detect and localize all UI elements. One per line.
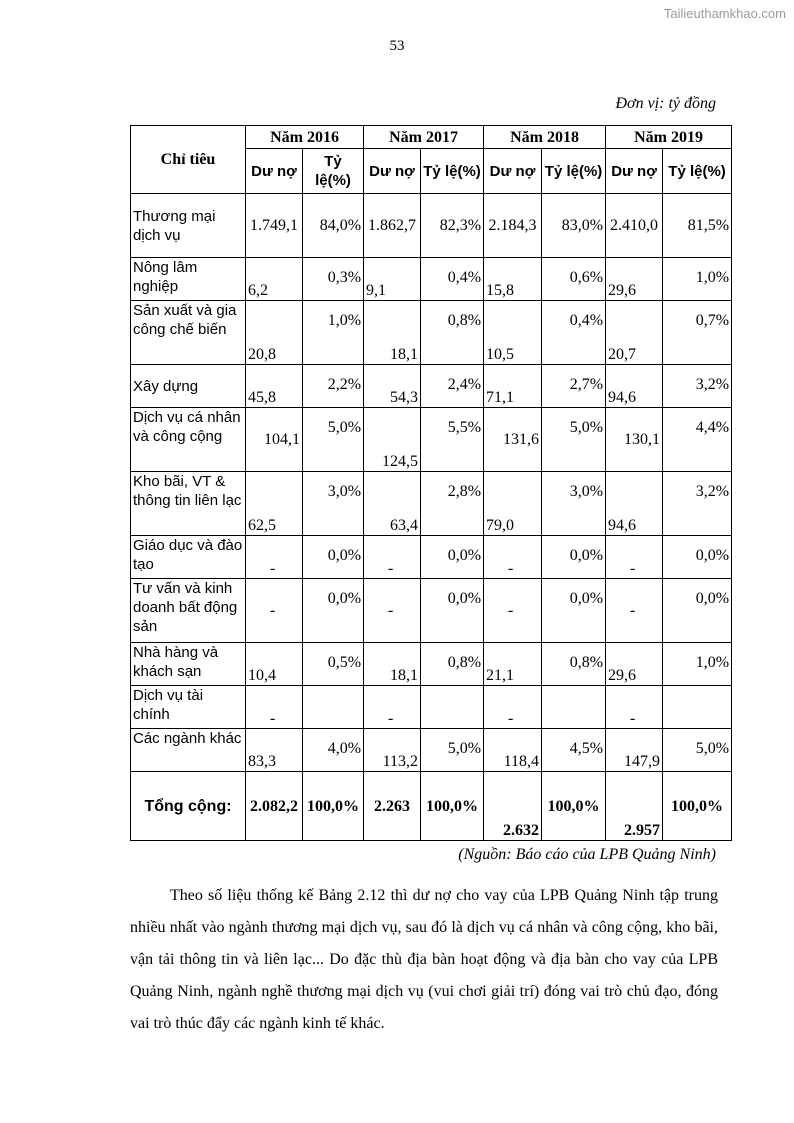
subheader-ratio: Tỷ lệ(%): [303, 149, 364, 194]
source-note: (Nguồn: Báo cáo của LPB Quảng Ninh): [458, 846, 716, 863]
ratio-cell: 5,0%: [303, 408, 364, 472]
debt-cell: 104,1: [246, 408, 303, 472]
ratio-cell: 0,0%: [421, 536, 484, 579]
debt-cell: -: [246, 579, 303, 643]
debt-cell: 10,5: [484, 301, 542, 365]
ratio-cell: 0,8%: [421, 643, 484, 686]
ratio-cell: 0,4%: [421, 258, 484, 301]
debt-cell: -: [364, 536, 421, 579]
ratio-cell: 81,5%: [663, 194, 732, 258]
table-row: [131, 301, 732, 365]
ratio-cell: 4,4%: [663, 408, 732, 472]
subheader-debt: Dư nợ: [246, 149, 303, 194]
ratio-cell: 0,0%: [303, 579, 364, 643]
debt-cell: 20,8: [246, 301, 303, 365]
debt-cell: 9,1: [364, 258, 421, 301]
ratio-cell: 0,0%: [663, 536, 732, 579]
header-year-2018: Năm 2018: [484, 126, 606, 149]
ratio-cell: 1,0%: [663, 258, 732, 301]
debt-cell: 71,1: [484, 365, 542, 408]
row-label: Dịch vụ tài chính: [131, 686, 246, 729]
ratio-cell: 3,2%: [663, 472, 732, 536]
ratio-cell: 5,0%: [421, 729, 484, 772]
row-label: Tư vấn và kinh doanh bất động sản: [131, 579, 246, 643]
ratio-cell: 0,5%: [303, 643, 364, 686]
ratio-cell: 0,8%: [542, 643, 606, 686]
ratio-cell: 5,0%: [663, 729, 732, 772]
table-row: [131, 579, 732, 643]
total-ratio-cell: 100,0%: [303, 772, 364, 841]
debt-cell: 1.862,7: [364, 194, 421, 258]
table-row: [131, 536, 732, 579]
debt-cell: 1.749,1: [246, 194, 303, 258]
ratio-cell: [421, 686, 484, 729]
ratio-cell: [542, 686, 606, 729]
debt-cell: 29,6: [606, 643, 663, 686]
ratio-cell: 0,0%: [421, 579, 484, 643]
total-debt-cell: 2.632: [484, 772, 542, 841]
row-label: Nông lâm nghiệp: [131, 258, 246, 301]
debt-cell: 79,0: [484, 472, 542, 536]
ratio-cell: 3,2%: [663, 365, 732, 408]
row-label: Dịch vụ cá nhân và công cộng: [131, 408, 246, 472]
table-row: [131, 643, 732, 686]
ratio-cell: 2,2%: [303, 365, 364, 408]
row-label: Các ngành khác: [131, 729, 246, 772]
total-label: Tổng cộng:: [131, 772, 246, 841]
ratio-cell: 5,0%: [542, 408, 606, 472]
header-year-2016: Năm 2016: [246, 126, 364, 149]
total-row: [131, 772, 732, 841]
ratio-cell: 1,0%: [303, 301, 364, 365]
debt-cell: 113,2: [364, 729, 421, 772]
ratio-cell: 0,7%: [663, 301, 732, 365]
subheader-debt: Dư nợ: [364, 149, 421, 194]
debt-cell: 10,4: [246, 643, 303, 686]
ratio-cell: 0,8%: [421, 301, 484, 365]
debt-cell: 20,7: [606, 301, 663, 365]
debt-cell: 6,2: [246, 258, 303, 301]
row-label: Kho bãi, VT & thông tin liên lạc: [131, 472, 246, 536]
row-label: Thương mại dịch vụ: [131, 194, 246, 258]
total-debt-cell: 2.263: [364, 772, 421, 841]
debt-cell: 2.184,3: [484, 194, 542, 258]
ratio-cell: 2,4%: [421, 365, 484, 408]
header-indicator: Chỉ tiêu: [131, 126, 246, 194]
ratio-cell: 3,0%: [303, 472, 364, 536]
ratio-cell: 0,0%: [542, 536, 606, 579]
debt-cell: -: [606, 686, 663, 729]
debt-cell: 94,6: [606, 472, 663, 536]
row-label: Giáo dục và đào tạo: [131, 536, 246, 579]
ratio-cell: 84,0%: [303, 194, 364, 258]
table-row: [131, 686, 732, 729]
debt-cell: 18,1: [364, 643, 421, 686]
debt-cell: 29,6: [606, 258, 663, 301]
table-row: [131, 365, 732, 408]
debt-cell: 130,1: [606, 408, 663, 472]
debt-cell: -: [246, 686, 303, 729]
body-paragraph: Theo số liệu thống kế Bảng 2.12 thì dư nợ cho vay của LPB Quảng Ninh tập trung nhiều nhất vào ngành thương mại dịch vụ, sau đó là dịch vụ cá nhân và công cộng, kho bãi, vận tải thông tin và liên lạc... Do đặc thù địa bàn hoạt động và địa bàn cho vay của LPB Quảng Ninh, ngành nghề thương mại dịch vụ (vui chơi giải trí) đóng vai trò chủ đạo, đóng vai trò thúc đẩy các ngành kinh tế khác.: [130, 887, 718, 1032]
ratio-cell: 3,0%: [542, 472, 606, 536]
ratio-cell: 2,8%: [421, 472, 484, 536]
debt-cell: -: [484, 686, 542, 729]
debt-cell: 45,8: [246, 365, 303, 408]
header-year-2017: Năm 2017: [364, 126, 484, 149]
ratio-cell: [303, 686, 364, 729]
subheader-ratio: Tỷ lệ(%): [421, 149, 484, 194]
ratio-cell: 4,0%: [303, 729, 364, 772]
debt-cell: -: [484, 536, 542, 579]
table-row: [131, 472, 732, 536]
debt-cell: 15,8: [484, 258, 542, 301]
table-row: [131, 408, 732, 472]
debt-cell: 62,5: [246, 472, 303, 536]
subheader-ratio: Tỷ lệ(%): [663, 149, 732, 194]
ratio-cell: 82,3%: [421, 194, 484, 258]
debt-cell: 147,9: [606, 729, 663, 772]
ratio-cell: 2,7%: [542, 365, 606, 408]
row-label: Nhà hàng và khách sạn: [131, 643, 246, 686]
debt-cell: -: [364, 579, 421, 643]
ratio-cell: 83,0%: [542, 194, 606, 258]
debt-cell: 21,1: [484, 643, 542, 686]
total-debt-cell: 2.082,2: [246, 772, 303, 841]
ratio-cell: 0,0%: [303, 536, 364, 579]
row-label: Xây dựng: [131, 365, 246, 408]
header-year-2019: Năm 2019: [606, 126, 732, 149]
debt-cell: 18,1: [364, 301, 421, 365]
page-number: 53: [389, 38, 405, 54]
ratio-cell: 0,6%: [542, 258, 606, 301]
subheader-ratio: Tỷ lệ(%): [542, 149, 606, 194]
debt-cell: 118,4: [484, 729, 542, 772]
debt-cell: 83,3: [246, 729, 303, 772]
debt-cell: -: [484, 579, 542, 643]
subheader-debt: Dư nợ: [606, 149, 663, 194]
table-row: [131, 194, 732, 258]
loan-balance-table: [130, 125, 732, 841]
ratio-cell: [663, 686, 732, 729]
debt-cell: 2.410,0: [606, 194, 663, 258]
ratio-cell: 5,5%: [421, 408, 484, 472]
table-row: [131, 258, 732, 301]
debt-cell: 54,3: [364, 365, 421, 408]
debt-cell: 63,4: [364, 472, 421, 536]
total-debt-cell: 2.957: [606, 772, 663, 841]
debt-cell: -: [364, 686, 421, 729]
debt-cell: 131,6: [484, 408, 542, 472]
ratio-cell: 4,5%: [542, 729, 606, 772]
unit-note: Đơn vị: tỷ đồng: [615, 95, 716, 112]
subheader-debt: Dư nợ: [484, 149, 542, 194]
total-ratio-cell: 100,0%: [421, 772, 484, 841]
debt-cell: -: [246, 536, 303, 579]
debt-cell: -: [606, 536, 663, 579]
ratio-cell: 0,0%: [542, 579, 606, 643]
table-row: [131, 729, 732, 772]
debt-cell: -: [606, 579, 663, 643]
row-label: Sản xuất và gia công chế biến: [131, 301, 246, 365]
ratio-cell: 0,4%: [542, 301, 606, 365]
total-ratio-cell: 100,0%: [663, 772, 732, 841]
ratio-cell: 0,0%: [663, 579, 732, 643]
ratio-cell: 1,0%: [663, 643, 732, 686]
debt-cell: 94,6: [606, 365, 663, 408]
debt-cell: 124,5: [364, 408, 421, 472]
watermark: Tailieuthamkhao.com: [663, 6, 786, 21]
ratio-cell: 0,3%: [303, 258, 364, 301]
total-ratio-cell: 100,0%: [542, 772, 606, 841]
